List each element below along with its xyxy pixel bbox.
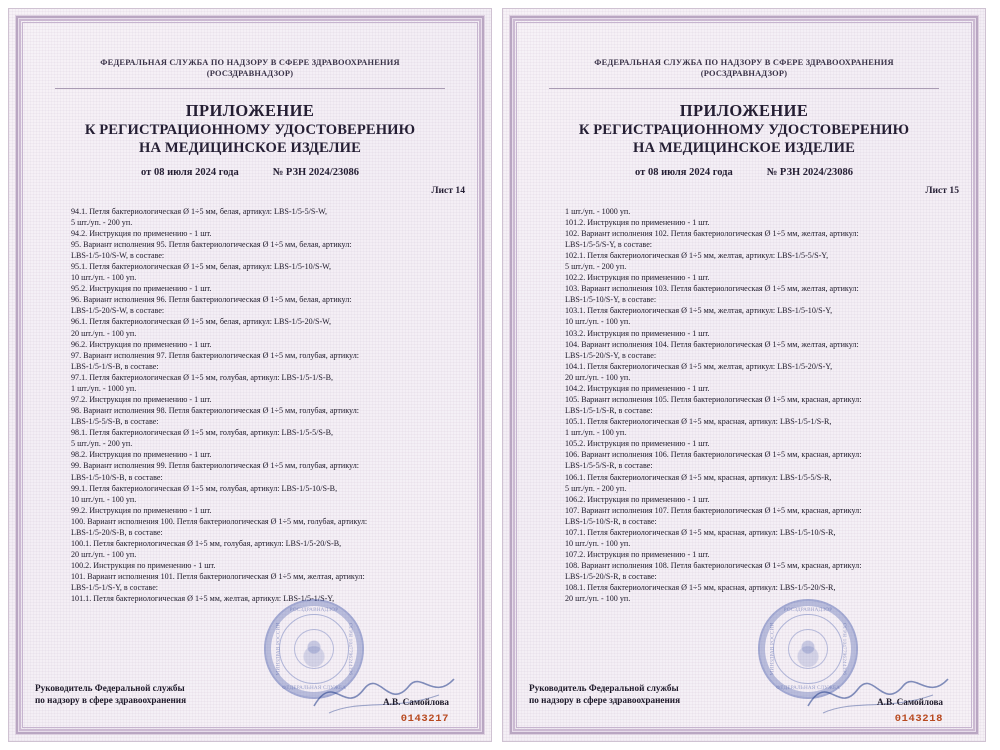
seal-bottom-text: ФЕДЕРАЛЬНАЯ СЛУЖБА [775, 685, 841, 691]
certificate-footer [529, 683, 965, 725]
signatory-line-2: по надзору в сфере здравоохранения [529, 695, 681, 706]
signatory-line-1: Руководитель Федеральной службы [529, 683, 679, 694]
list-item: LBS-1/5-5/S-B, в составе: [71, 417, 159, 427]
list-item: 97.2. Инструкция по применению - 1 шт. [71, 395, 212, 405]
list-item: 106.1. Петля бактериологическая Ø 1÷5 мм, красная, артикул: LBS-1/5-5/S-R, [565, 472, 832, 482]
list-item: 101.2. Инструкция по применению - 1 шт. [565, 217, 710, 227]
title-line-3: НА МЕДИЦИНСКОЕ ИЗДЕЛИЕ [633, 139, 855, 156]
list-item: 10 шт./уп. - 100 уп. [565, 317, 631, 327]
list-item: 98.1. Петля бактериологическая Ø 1÷5 мм, голубая, артикул: LBS-1/5-5/S-B, [71, 428, 334, 438]
title-line-2: К РЕГИСТРАЦИОННОМУ УДОСТОВЕРЕНИЮ [84, 121, 416, 138]
list-item: LBS-1/5-1/S-Y, в составе: [71, 583, 159, 593]
list-item: 108.1. Петля бактериологическая Ø 1÷5 мм, красная, артикул: LBS-1/5-20/S-R, [565, 583, 836, 593]
list-item: 106. Вариант исполнения 106. Петля бактериологическая Ø 1÷5 мм, красная, артикул: [565, 450, 862, 460]
list-item: LBS-1/5-20/S-R, в составе: [565, 572, 657, 582]
list-item: LBS-1/5-10/S-W, в составе: [71, 251, 165, 260]
title-line-1: ПРИЛОЖЕНИЕ [679, 100, 809, 120]
list-item: LBS-1/5-20/S-W, в составе: [71, 306, 165, 316]
signatory-title [529, 683, 680, 707]
list-item: 108. Вариант исполнения 108. Петля бактериологическая Ø 1÷5 мм, красная, артикул: [565, 561, 862, 571]
list-item: 103. Вариант исполнения 103. Петля бактериологическая Ø 1÷5 мм, желтая, артикул: [565, 284, 859, 294]
list-item: 97.1. Петля бактериологическая Ø 1÷5 мм, голубая, артикул: LBS-1/5-1/S-B, [71, 372, 334, 382]
list-item: 94.1. Петля бактериологическая Ø 1÷5 мм, белая, артикул: LBS-1/5-5/S-W, [71, 206, 328, 216]
list-item: 97. Вариант исполнения 97. Петля бактериологическая Ø 1÷5 мм, голубая, артикул: [71, 350, 360, 360]
list-item: 102. Вариант исполнения 102. Петля бактериологическая Ø 1÷5 мм, желтая, артикул: [565, 228, 859, 238]
signatory-line-2: по надзору в сфере здравоохранения [35, 695, 187, 706]
list-item: LBS-1/5-5/S-R, в составе: [565, 461, 653, 471]
seal-left-text: МИНЗДРАВ РОССИИ [769, 622, 776, 676]
list-item: LBS-1/5-20/S-Y, в составе: [565, 350, 657, 360]
list-item: LBS-1/5-1/S-R, в составе: [565, 406, 653, 416]
list-item: LBS-1/5-1/S-B, в составе: [71, 361, 159, 371]
certificate-sheet-14 [8, 8, 492, 742]
signatory-name: А.В. Самойлова [383, 697, 449, 707]
list-item: 5 шт./уп. - 200 уп. [565, 262, 627, 272]
list-item: 104.2. Инструкция по применению - 1 шт. [565, 383, 710, 393]
signature-row [35, 683, 471, 707]
product-list-body [29, 206, 471, 605]
list-item: 96. Вариант исполнения 96. Петля бактериологическая Ø 1÷5 мм, белая, артикул: [71, 295, 352, 305]
list-item: 99.1. Петля бактериологическая Ø 1÷5 мм, голубая, артикул: LBS-1/5-10/S-B, [71, 483, 338, 493]
list-item: 103.1. Петля бактериологическая Ø 1÷5 мм, желтая, артикул: LBS-1/5-10/S-Y, [565, 306, 833, 316]
date-label: от [635, 166, 646, 178]
certificate-footer [35, 683, 471, 725]
list-item: 107.2. Инструкция по применению - 1 шт. [565, 550, 710, 560]
list-item: 20 шт./уп. - 100 уп. [565, 372, 631, 382]
list-item: LBS-1/5-10/S-R, в составе: [565, 516, 657, 526]
sheet-number: Лист 15 [925, 184, 959, 196]
number-value: РЗН 2024/23086 [285, 166, 359, 178]
list-item: 1 шт./уп. - 1000 уп. [565, 206, 631, 216]
list-item: 5 шт./уп. - 200 уп. [565, 483, 627, 493]
date-value: 08 июля 2024 года [153, 166, 239, 178]
list-item: 20 шт./уп. - 100 уп. [71, 550, 137, 560]
number-value: РЗН 2024/23086 [779, 166, 853, 178]
list-item: 99.2. Инструкция по применению - 1 шт. [71, 505, 212, 515]
seal-top-text: РОСЗДРАВНАДЗОР [783, 607, 833, 613]
list-item: 98. Вариант исполнения 98. Петля бактериологическая Ø 1÷5 мм, голубая, артикул: [71, 406, 360, 416]
list-item: 105.1. Петля бактериологическая Ø 1÷5 мм, красная, артикул: LBS-1/5-1/S-R, [565, 417, 832, 427]
document-meta [523, 167, 965, 178]
list-item: 95. Вариант исполнения 95. Петля бактериологическая Ø 1÷5 мм, белая, артикул: [71, 239, 352, 249]
list-item: 10 шт./уп. - 100 уп. [71, 494, 137, 504]
issuing-authority [29, 57, 471, 80]
list-item: 104. Вариант исполнения 104. Петля бактериологическая Ø 1÷5 мм, желтая, артикул: [565, 339, 859, 349]
signature-row [529, 683, 965, 707]
product-list-body [523, 206, 965, 605]
header-divider [549, 88, 939, 89]
list-item: 100. Вариант исполнения 100. Петля бактериологическая Ø 1÷5 мм, голубая, артикул: [71, 516, 368, 526]
list-item: 104.1. Петля бактериологическая Ø 1÷5 мм, желтая, артикул: LBS-1/5-20/S-Y, [565, 361, 833, 371]
list-item: 1 шт./уп. - 100 уп. [565, 428, 627, 438]
list-item: 96.1. Петля бактериологическая Ø 1÷5 мм, белая, артикул: LBS-1/5-20/S-W, [71, 317, 332, 327]
signatory-name: А.В. Самойлова [877, 697, 943, 707]
seal-bottom-text: ФЕДЕРАЛЬНАЯ СЛУЖБА [281, 685, 347, 691]
list-item: 94.2. Инструкция по применению - 1 шт. [71, 228, 212, 238]
list-item: 99. Вариант исполнения 99. Петля бактериологическая Ø 1÷5 мм, голубая, артикул: [71, 461, 360, 471]
list-item: 106.2. Инструкция по применению - 1 шт. [565, 494, 710, 504]
authority-line-1: ФЕДЕРАЛЬНАЯ СЛУЖБА ПО НАДЗОРУ В СФЕРЕ ЗДРАВООХРАНЕНИЯ [100, 58, 400, 67]
title-line-1: ПРИЛОЖЕНИЕ [185, 100, 315, 120]
title-line-2: К РЕГИСТРАЦИОННОМУ УДОСТОВЕРЕНИЮ [578, 121, 910, 138]
list-item: 102.1. Петля бактериологическая Ø 1÷5 мм, желтая, артикул: LBS-1/5-5/S-Y, [565, 251, 829, 260]
authority-line-2: (РОСЗДРАВНАДЗОР) [700, 69, 788, 79]
date-value: 08 июля 2024 года [647, 166, 733, 178]
number-label: № [766, 166, 778, 178]
document-meta [29, 167, 471, 178]
list-item: 107.1. Петля бактериологическая Ø 1÷5 мм, красная, артикул: LBS-1/5-10/S-R, [565, 527, 836, 537]
list-item: 95.2. Инструкция по применению - 1 шт. [71, 284, 212, 294]
document-serial-number: 0143217 [400, 713, 449, 725]
list-item: 20 шт./уп. - 100 уп. [565, 594, 631, 604]
list-item: 5 шт./уп. - 200 уп. [71, 439, 133, 449]
list-item: 105.2. Инструкция по применению - 1 шт. [565, 439, 710, 449]
signatory-line-1: Руководитель Федеральной службы [35, 683, 185, 694]
list-item: 98.2. Инструкция по применению - 1 шт. [71, 450, 212, 460]
signatory-title [35, 683, 186, 707]
seal-top-text: РОСЗДРАВНАДЗОР [289, 607, 339, 613]
date-label: от [141, 166, 152, 178]
document-title [523, 101, 965, 157]
list-item: 10 шт./уп. - 100 уп. [565, 539, 631, 549]
list-item: 101.1. Петля бактериологическая Ø 1÷5 мм, желтая, артикул: LBS-1/5-1/S-Y, [71, 594, 335, 604]
registration-number [273, 167, 359, 178]
list-item: 10 шт./уп. - 100 уп. [71, 273, 137, 283]
list-item: LBS-1/5-5/S-Y, в составе: [565, 239, 653, 249]
list-item: 102.2. Инструкция по применению - 1 шт. [565, 273, 710, 283]
list-item: 20 шт./уп. - 100 уп. [71, 328, 137, 338]
authority-line-2: (РОСЗДРАВНАДЗОР) [206, 69, 294, 79]
issuing-authority [523, 57, 965, 80]
title-line-3: НА МЕДИЦИНСКОЕ ИЗДЕЛИЕ [139, 139, 361, 156]
header-divider [55, 88, 445, 89]
seal-left-text: МИНЗДРАВ РОССИИ [275, 622, 282, 676]
document-serial-number: 0143218 [894, 713, 943, 725]
authority-line-1: ФЕДЕРАЛЬНАЯ СЛУЖБА ПО НАДЗОРУ В СФЕРЕ ЗДРАВООХРАНЕНИЯ [594, 58, 894, 67]
seal-right-text: ОГРН 1047796244396 [347, 623, 353, 675]
number-label: № [272, 166, 284, 178]
list-item: 5 шт./уп. - 200 уп. [71, 217, 133, 227]
list-item: LBS-1/5-10/S-Y, в составе: [565, 295, 657, 305]
list-item: 95.1. Петля бактериологическая Ø 1÷5 мм, белая, артикул: LBS-1/5-10/S-W, [71, 262, 332, 272]
document-title [29, 101, 471, 157]
list-item: 101. Вариант исполнения 101. Петля бактериологическая Ø 1÷5 мм, желтая, артикул: [71, 572, 365, 582]
list-item: 1 шт./уп. - 1000 уп. [71, 383, 137, 393]
seal-right-text: ОГРН 1047796244396 [841, 623, 847, 675]
issue-date [635, 167, 733, 178]
list-item: 96.2. Инструкция по применению - 1 шт. [71, 339, 212, 349]
list-item: LBS-1/5-20/S-B, в составе: [71, 527, 163, 537]
list-item: LBS-1/5-10/S-B, в составе: [71, 472, 163, 482]
certificate-sheet-15 [502, 8, 986, 742]
list-item: 103.2. Инструкция по применению - 1 шт. [565, 328, 710, 338]
list-item: 107. Вариант исполнения 107. Петля бактериологическая Ø 1÷5 мм, красная, артикул: [565, 505, 862, 515]
list-item: 100.2. Инструкция по применению - 1 шт. [71, 561, 216, 571]
list-item: 100.1. Петля бактериологическая Ø 1÷5 мм, голубая, артикул: LBS-1/5-20/S-B, [71, 539, 342, 549]
registration-number [767, 167, 853, 178]
list-item: 105. Вариант исполнения 105. Петля бактериологическая Ø 1÷5 мм, красная, артикул: [565, 395, 862, 405]
sheet-number: Лист 14 [431, 184, 465, 196]
issue-date [141, 167, 239, 178]
